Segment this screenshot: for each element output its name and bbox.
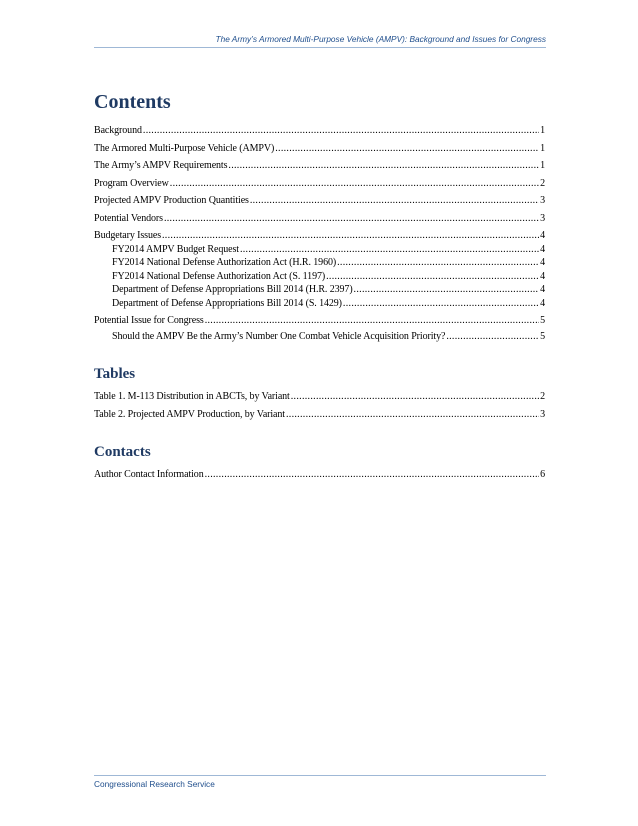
- table-of-contents: [94, 88, 545, 485]
- toc-entry-page: 1: [540, 160, 545, 171]
- toc-entry-page: 4: [540, 284, 545, 295]
- toc-entry-budget-request[interactable]: [94, 243, 545, 256]
- toc-entry-label: FY2014 National Defense Authorization Act (S. 1197): [112, 270, 326, 282]
- dot-leader: [205, 468, 539, 481]
- toc-entry-priority-question[interactable]: [94, 330, 545, 343]
- toc-entry-page: 6: [540, 468, 545, 480]
- header-rule: [94, 47, 546, 48]
- toc-entry-label: Author Contact Information: [94, 468, 204, 480]
- dot-leader: [250, 194, 539, 207]
- toc-entry-page: 2: [540, 177, 545, 189]
- dot-leader: [326, 270, 539, 283]
- dot-leader: [446, 330, 539, 343]
- toc-entry-budgetary-issues[interactable]: [94, 229, 545, 242]
- toc-entry-table-1[interactable]: [94, 390, 545, 403]
- dot-leader: [337, 256, 539, 269]
- toc-entry-label: FY2014 National Defense Authorization Act (H.R. 1960): [112, 257, 337, 268]
- toc-entry-label: Program Overview: [94, 177, 169, 189]
- dot-leader: [343, 297, 539, 310]
- toc-entry-page: 4: [540, 230, 545, 241]
- toc-entry-ndaa-s1197[interactable]: [94, 270, 545, 283]
- dot-leader: [291, 390, 539, 403]
- running-header: The Army’s Armored Multi-Purpose Vehicle (AMPV): Background and Issues for Congress: [215, 34, 546, 44]
- toc-entry-label: Budgetary Issues: [94, 230, 161, 241]
- toc-entry-table-2[interactable]: [94, 408, 545, 421]
- toc-entry-page: 1: [540, 125, 545, 136]
- toc-entry-requirements[interactable]: [94, 159, 545, 172]
- toc-entry-ampv[interactable]: [94, 142, 545, 155]
- toc-entry-author-contact[interactable]: [94, 468, 545, 481]
- toc-entry-label: Department of Defense Appropriations Bill 2014 (S. 1429): [112, 297, 342, 309]
- toc-entry-label: Table 2. Projected AMPV Production, by Variant: [94, 408, 285, 420]
- toc-entry-page: 5: [540, 315, 545, 326]
- toc-entry-label: Projected AMPV Production Quantities: [94, 195, 249, 206]
- toc-entry-label: FY2014 AMPV Budget Request: [112, 243, 239, 255]
- footer-rule: [94, 775, 546, 776]
- toc-entry-label: Potential Vendors: [94, 212, 163, 224]
- toc-entry-approp-hr2397[interactable]: [94, 283, 545, 296]
- toc-entry-production-quantities[interactable]: [94, 194, 545, 207]
- toc-entry-page: 4: [540, 270, 545, 282]
- dot-leader: [164, 212, 539, 225]
- dot-leader: [143, 124, 539, 137]
- toc-entry-program-overview[interactable]: [94, 177, 545, 190]
- dot-leader: [228, 159, 539, 172]
- dot-leader: [205, 314, 539, 327]
- dot-leader: [286, 408, 539, 421]
- dot-leader: [170, 177, 539, 190]
- toc-entry-page: 4: [540, 257, 545, 268]
- toc-entry-page: 4: [540, 297, 545, 309]
- toc-entry-background[interactable]: [94, 124, 545, 137]
- toc-entry-label: The Army’s AMPV Requirements: [94, 160, 228, 171]
- toc-entry-ndaa-hr1960[interactable]: [94, 256, 545, 269]
- toc-entry-page: 2: [540, 391, 545, 402]
- footer-text: Congressional Research Service: [94, 779, 215, 789]
- toc-entry-approp-s1429[interactable]: [94, 297, 545, 310]
- toc-entry-label: Should the AMPV Be the Army’s Number One Combat Vehicle Acquisition Priority?: [112, 331, 446, 342]
- toc-entry-page: 4: [540, 243, 545, 255]
- toc-entry-label: Potential Issue for Congress: [94, 315, 204, 326]
- toc-entry-label: Table 1. M-113 Distribution in ABCTs, by Variant: [94, 391, 290, 402]
- toc-entry-potential-vendors[interactable]: [94, 212, 545, 225]
- dot-leader: [275, 142, 539, 155]
- toc-entry-page: 1: [540, 142, 545, 154]
- toc-entry-page: 3: [540, 212, 545, 224]
- toc-entry-potential-issue[interactable]: [94, 314, 545, 327]
- toc-entry-page: 3: [540, 195, 545, 206]
- dot-leader: [240, 243, 539, 256]
- contacts-heading: Contacts: [94, 443, 151, 460]
- toc-entry-label: The Armored Multi-Purpose Vehicle (AMPV): [94, 142, 275, 154]
- contents-heading: Contents: [94, 91, 171, 113]
- toc-entry-page: 3: [540, 408, 545, 420]
- toc-entry-page: 5: [540, 331, 545, 342]
- toc-entry-label: Department of Defense Appropriations Bill 2014 (H.R. 2397): [112, 284, 353, 295]
- tables-heading: Tables: [94, 366, 136, 382]
- toc-entry-label: Background: [94, 125, 142, 136]
- dot-leader: [354, 283, 540, 296]
- dot-leader: [162, 229, 539, 242]
